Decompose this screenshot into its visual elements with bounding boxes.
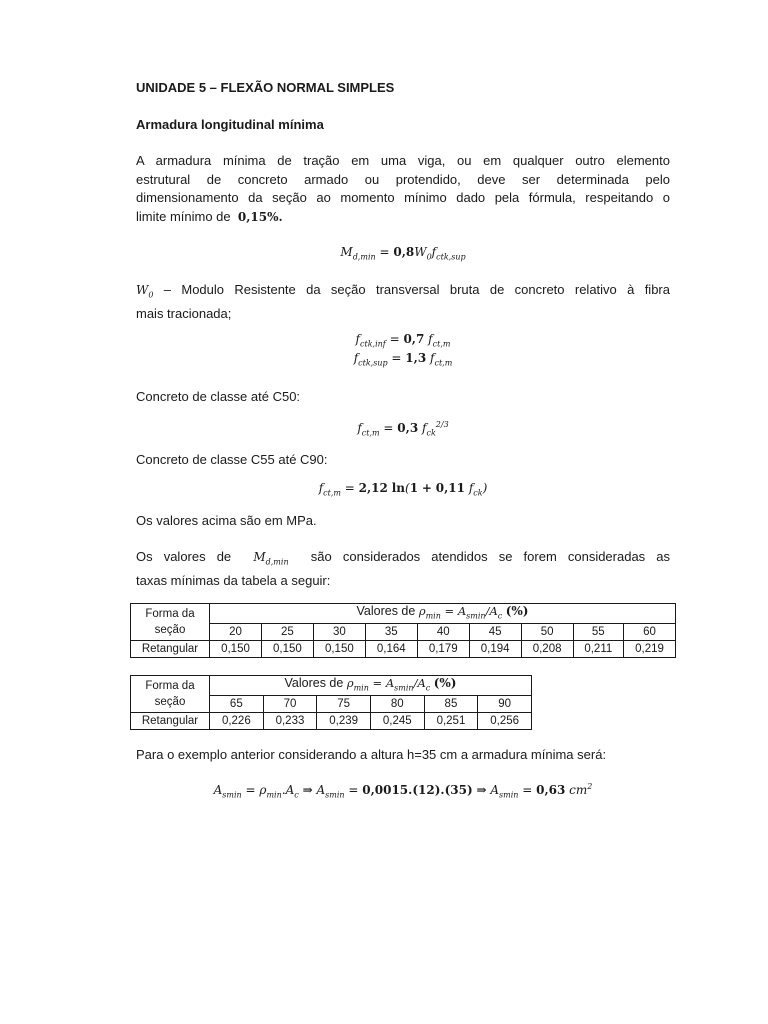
- table-header-row: [131, 676, 532, 696]
- fck-cell: 60: [624, 624, 676, 641]
- value-cell: 0,226: [210, 713, 264, 730]
- row-label: Retangular: [131, 713, 210, 730]
- fck-cell: 20: [210, 624, 262, 641]
- value-cell: 0,150: [261, 641, 313, 658]
- value-cell: 0,251: [424, 713, 478, 730]
- table-header-row: [131, 604, 676, 624]
- equation-md-min: $M_{d,min} = 0,8W_0f_{ctk,sup}$: [340, 245, 466, 262]
- equation-fctm-c90: $f_{ct,m} = 2,12$ ln(1 + 0,11 $f_{ck}$): [318, 481, 488, 498]
- intro-paragraph: [136, 152, 670, 226]
- fck-cell: 50: [521, 624, 573, 641]
- example-text: Para o exemplo anterior considerando a altura h=35 cm a armadura mínima será:: [136, 747, 607, 762]
- fck-cell: 70: [263, 696, 317, 713]
- value-cell: 0,164: [365, 641, 417, 658]
- fck-cell: 90: [478, 696, 532, 713]
- value-cell: 0,179: [417, 641, 469, 658]
- fck-cell: 35: [365, 624, 417, 641]
- equation-fctk-inf: $f_{ctk,inf} = 0,7$ $f_{ct,m}$: [355, 332, 451, 349]
- value-cell: 0,150: [313, 641, 365, 658]
- value-cell: 0,239: [317, 713, 371, 730]
- equation-fctm-c50: $f_{ct,m} = 0,3$ $f_{ck}^{2/3}$: [357, 420, 449, 438]
- value-cell: 0,150: [210, 641, 262, 658]
- value-cell: 0,256: [478, 713, 532, 730]
- fck-cell: 65: [210, 696, 264, 713]
- intro-line: estrutural de concreto armado ou protendido, deve ser determinada pelo: [136, 171, 670, 187]
- fck-cell: 30: [313, 624, 365, 641]
- row-label: Retangular: [131, 641, 210, 658]
- forma-secao-header: Forma da seção: [131, 604, 210, 641]
- class-c90-label: Concreto de classe C55 até C90:: [136, 452, 328, 467]
- min-ratio-table-2: [130, 675, 532, 730]
- fck-cell: 25: [261, 624, 313, 641]
- document-title: UNIDADE 5 – FLEXÃO NORMAL SIMPLES: [136, 80, 395, 95]
- value-cell: 0,211: [573, 641, 623, 658]
- min-percentage: 0,15%: [237, 209, 279, 224]
- section-subtitle: Armadura longitudinal mínima: [136, 117, 324, 132]
- min-ratio-table-1: [130, 603, 676, 658]
- fck-cell: 85: [424, 696, 478, 713]
- fck-cell: 40: [417, 624, 469, 641]
- fck-cell: 45: [469, 624, 521, 641]
- w0-description: $W_0$ – Modulo Resistente da seção transversal bruta de concreto relativo à fibra mais tracionada;: [136, 282, 670, 321]
- w0-symbol: $W_0$: [136, 283, 154, 300]
- equation-as-min: $A_{smin} = \rho_{min}.A_c$ ⇒ $A_{smin} = 0,0015.(12).(35)$ ⇒ $A_{smin} = 0,63$ $cm^2$: [213, 782, 593, 800]
- value-cell: 0,208: [521, 641, 573, 658]
- fck-cell: 55: [573, 624, 623, 641]
- md-min-symbol: $M_{d,min}$: [253, 550, 289, 567]
- value-cell: 0,245: [370, 713, 424, 730]
- equation-fctk-sup: $f_{ctk,sup} = 1,3$ $f_{ct,m}$: [353, 351, 453, 368]
- intro-line: [136, 208, 670, 227]
- valores-header: Valores de $\rho_{min} = A_{smin}/A_c$ (%): [210, 676, 532, 696]
- forma-secao-header: Forma da seção: [131, 676, 210, 713]
- intro-line: dimensionamento da seção ao momento mínimo dado pela fórmula, respeitando o: [136, 190, 670, 205]
- value-cell: 0,233: [263, 713, 317, 730]
- intro-period: .: [278, 209, 283, 224]
- fck-cell: 80: [370, 696, 424, 713]
- table-fck-row: [131, 624, 676, 641]
- intro-line: A armadura mínima de tração em uma viga, ou em qualquer outro elemento: [136, 153, 670, 168]
- table-row: [131, 713, 532, 730]
- value-cell: 0,194: [469, 641, 521, 658]
- fck-cell: 75: [317, 696, 371, 713]
- units-note: Os valores acima são em MPa.: [136, 513, 317, 528]
- intro-line-prefix: limite mínimo de: [136, 208, 231, 224]
- md-min-note: Os valores de $M_{d,min}$ são considerados atendidos se forem consideradas as taxas mínimas da tabela a seguir:: [136, 549, 671, 588]
- value-cell: 0,219: [624, 641, 676, 658]
- table-row: [131, 641, 676, 658]
- class-c50-label: Concreto de classe até C50:: [136, 389, 301, 404]
- valores-header: Valores de $\rho_{min} = A_{smin}/A_c$ (%): [210, 604, 676, 624]
